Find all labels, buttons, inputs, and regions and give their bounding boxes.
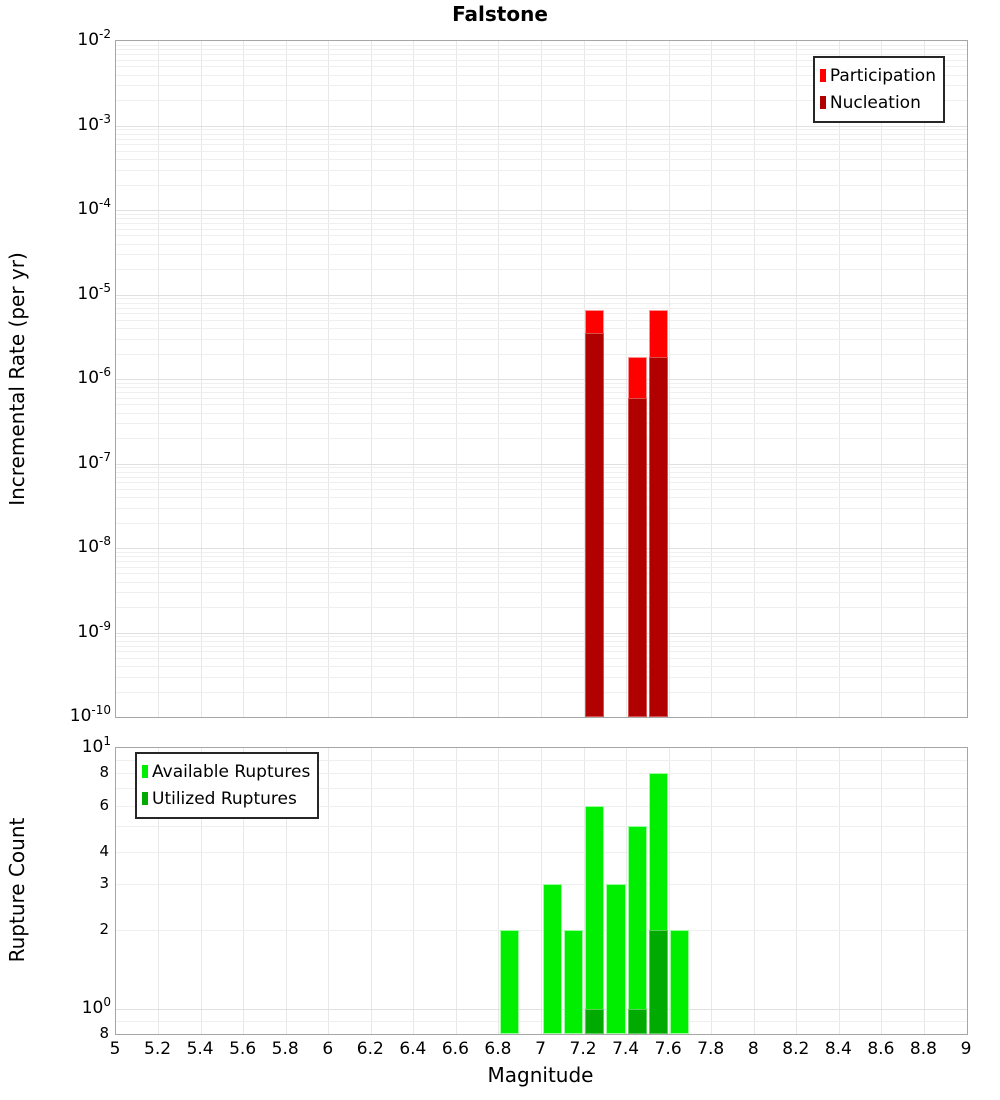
y-tick-label: $10^{-10}$ [69, 703, 111, 726]
x-tick-label: 8.6 [867, 1039, 895, 1059]
y-tick-label: $10^{-7}$ [77, 449, 111, 473]
x-tick-label: 8 [747, 1039, 759, 1059]
legend-label: Participation [829, 65, 936, 86]
available-bar [606, 884, 625, 1034]
y-tick-label: $10^1$ [81, 734, 111, 757]
utilized-bar [628, 1009, 647, 1034]
x-tick-label: 5.6 [229, 1039, 257, 1059]
y-tick-label: $10^0$ [81, 994, 111, 1018]
utilized-bar [585, 1009, 604, 1034]
page-title: Falstone [452, 2, 548, 26]
legend-label: Utilized Ruptures [152, 788, 297, 809]
rate-bars [116, 41, 967, 717]
available-marker-icon [142, 765, 148, 778]
x-tick-label: 6.2 [356, 1039, 384, 1059]
legend-label: Available Ruptures [152, 761, 311, 782]
y-tick-label: 2 [99, 920, 109, 939]
x-tick-label: 8.2 [782, 1039, 810, 1059]
rate-axis-title: Incremental Rate (per yr) [5, 252, 29, 506]
x-tick-label: 7.4 [612, 1039, 640, 1059]
available-bar [670, 930, 689, 1034]
nucleation-marker-icon [820, 96, 826, 109]
y-tick-label: 8 [99, 763, 109, 782]
y-tick-label: $10^{-2}$ [77, 27, 111, 50]
y-tick-label: $10^{-5}$ [77, 280, 111, 304]
utilized-bar [649, 930, 668, 1034]
x-tick-label: 8.8 [909, 1039, 937, 1059]
nucleation-bar [649, 357, 668, 717]
y-tick-label: $10^{-4}$ [77, 196, 111, 219]
x-tick-label: 8.4 [824, 1039, 852, 1059]
x-tick-label: 5 [109, 1039, 121, 1059]
available-bar [585, 806, 604, 1034]
x-tick-label: 6.8 [484, 1039, 512, 1059]
x-tick-label: 7.6 [654, 1039, 682, 1059]
available-bar [500, 930, 519, 1034]
nucleation-bar [628, 398, 647, 717]
legend-item-utilized [142, 785, 310, 812]
available-bar [628, 826, 647, 1034]
count-plot-area [115, 747, 968, 1035]
magnitude-axis-title: Magnitude [487, 1063, 594, 1087]
x-tick-label: 6.4 [399, 1039, 427, 1059]
available-bar [543, 884, 562, 1034]
legend-item-available [142, 758, 310, 785]
y-tick-label: $10^{-6}$ [77, 365, 111, 388]
y-tick-label: 4 [99, 841, 109, 860]
utilized-marker-icon [142, 792, 148, 805]
participation-marker-icon [820, 69, 826, 82]
x-tick-label: 6 [322, 1039, 334, 1059]
y-tick-label: 8 [99, 1024, 109, 1042]
x-tick-label: 5.8 [271, 1039, 299, 1059]
legend-label: Nucleation [829, 92, 921, 113]
rate-plot-area [115, 40, 968, 718]
x-tick-label: 9 [960, 1039, 972, 1059]
y-tick-label: 3 [99, 874, 109, 893]
y-tick-label: $10^{-3}$ [77, 111, 111, 135]
x-tick-label: 7 [535, 1039, 546, 1059]
legend-item-participation [820, 62, 936, 89]
available-bar [564, 930, 583, 1034]
x-tick-label: 7.2 [569, 1039, 597, 1059]
x-tick-label: 7.8 [697, 1039, 725, 1059]
x-tick-label: 5.2 [144, 1039, 172, 1059]
count-axis-title: Rupture Count [5, 817, 29, 963]
x-tick-label: 5.4 [186, 1039, 214, 1059]
y-tick-label: $10^{-9}$ [77, 618, 111, 642]
nucleation-bar [585, 333, 604, 717]
rate-legend [813, 56, 945, 123]
x-tick-label: 6.6 [441, 1039, 469, 1059]
y-tick-label: 6 [99, 795, 109, 814]
count-legend [135, 752, 319, 819]
legend-item-nucleation [820, 89, 936, 116]
y-tick-label: $10^{-8}$ [77, 534, 111, 557]
